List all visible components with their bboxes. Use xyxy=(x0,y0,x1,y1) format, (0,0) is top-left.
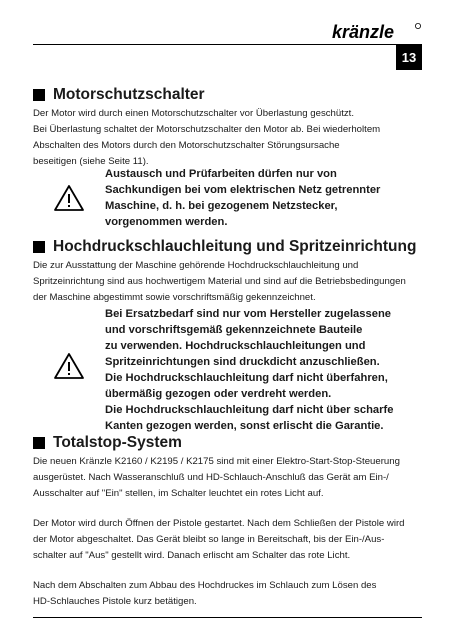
section-motorschutzschalter xyxy=(33,86,423,170)
warning-box-1 xyxy=(33,166,423,232)
section-paragraph xyxy=(33,578,423,610)
text-line: Der Motor wird durch einen Motorschutzschalter vor Überlastung geschützt. xyxy=(33,108,354,119)
text-line: Kanten gezogen werden, sonst erlischt die Garantie. xyxy=(105,420,384,432)
text-line: Nach dem Abschalten zum Abbau des Hochdruckes im Schlauch zum Lösen des xyxy=(33,580,377,591)
section-heading xyxy=(33,238,423,256)
warning-box-2 xyxy=(33,306,423,436)
section-title: Hochdruckschlauchleitung und Spritzeinrichtung xyxy=(53,238,417,255)
text-line: der Maschine abgestimmt sowie vorschriftsmäßig gekennzeichnet. xyxy=(33,292,316,303)
text-line: Der Motor wird durch Öffnen der Pistole gestartet. Nach dem Schließen der Pistole wird xyxy=(33,518,405,529)
text-line: Die zur Ausstattung der Maschine gehörende Hochdruckschlauchleitung und xyxy=(33,260,359,271)
text-line: HD-Schlauches Pistole kurz betätigen. xyxy=(33,596,197,607)
text-line: und vorschriftsgemäß gekennzeichnete Bauteile xyxy=(105,324,363,336)
text-line: schalter auf "Aus" gestellt wird. Danach erlischt am Schalter das rote Licht. xyxy=(33,550,351,561)
section-heading xyxy=(33,86,423,104)
section-title: Motorschutzschalter xyxy=(53,86,205,103)
text-line: der Motor abgeschaltet. Das Gerät bleibt so lange in Bereitschaft, bis der Ein-/Aus- xyxy=(33,534,385,545)
section-paragraph xyxy=(33,516,423,564)
text-line: Die Hochdruckschlauchleitung darf nicht überfahren, xyxy=(105,372,388,384)
heading-square-bullet xyxy=(33,241,45,253)
section-heading xyxy=(33,434,423,452)
warning-triangle-icon xyxy=(53,184,85,212)
text-line: Bei Überlastung schaltet der Motorschutzschalter den Motor ab. Bei wiederholtem xyxy=(33,124,381,135)
text-line: vorgenommen werden. xyxy=(105,216,228,228)
text-line: Sachkundigen bei vom elektrischen Netz getrennter xyxy=(105,184,381,196)
text-line: Maschine, d. h. bei gezogenem Netzstecker, xyxy=(105,200,338,212)
page-number: 13 xyxy=(396,44,422,70)
heading-square-bullet xyxy=(33,437,45,449)
section-paragraph xyxy=(33,454,423,502)
warning-triangle-icon xyxy=(53,352,85,380)
kraenzle-logo xyxy=(332,22,422,42)
text-line: Bei Ersatzbedarf sind nur vom Hersteller zugelassene xyxy=(105,308,392,320)
text-line: übermäßig gezogen oder verdreht werden. xyxy=(105,388,332,400)
text-line: ausgerüstet. Nach Wasseranschluß und HD-Schlauch-Anschluß das Gerät am Ein-/ xyxy=(33,472,389,483)
warning-text xyxy=(105,166,423,230)
text-line: Die neuen Kränzle K2160 / K2195 / K2175 sind mit einer Elektro-Start-Stop-Steuerung xyxy=(33,456,400,467)
section-text xyxy=(33,258,423,306)
svg-text:kränzle: kränzle xyxy=(332,22,395,42)
text-line: Ausschalter auf "Ein" stellen, im Schalter leuchtet ein rotes Licht auf. xyxy=(33,488,324,499)
warning-text xyxy=(105,306,423,434)
text-line: beseitigen (siehe Seite 11). xyxy=(33,156,149,167)
text-line: Spritzeinrichtung sind aus hochwertigem Material und sind auf die Betriebsbedingungen xyxy=(33,276,406,287)
text-line: zu verwenden. Hochdruckschlauchleitungen und xyxy=(105,340,366,352)
section-text xyxy=(33,106,423,170)
text-line: Spritzeinrichtungen sind druckdicht anzuschließen. xyxy=(105,356,380,368)
heading-square-bullet xyxy=(33,89,45,101)
text-line: Die Hochdruckschlauchleitung darf nicht über scharfe xyxy=(105,404,394,416)
section-title: Totalstop-System xyxy=(53,434,182,451)
section-totalstop-system xyxy=(33,434,423,610)
footer-rule xyxy=(33,617,422,618)
text-line: Abschalten des Motors durch den Motorschutzschalter Störungsursache xyxy=(33,140,340,151)
section-hochdruckschlauchleitung xyxy=(33,238,423,306)
header-rule xyxy=(33,44,396,45)
text-line: Austausch und Prüfarbeiten dürfen nur von xyxy=(105,168,337,180)
